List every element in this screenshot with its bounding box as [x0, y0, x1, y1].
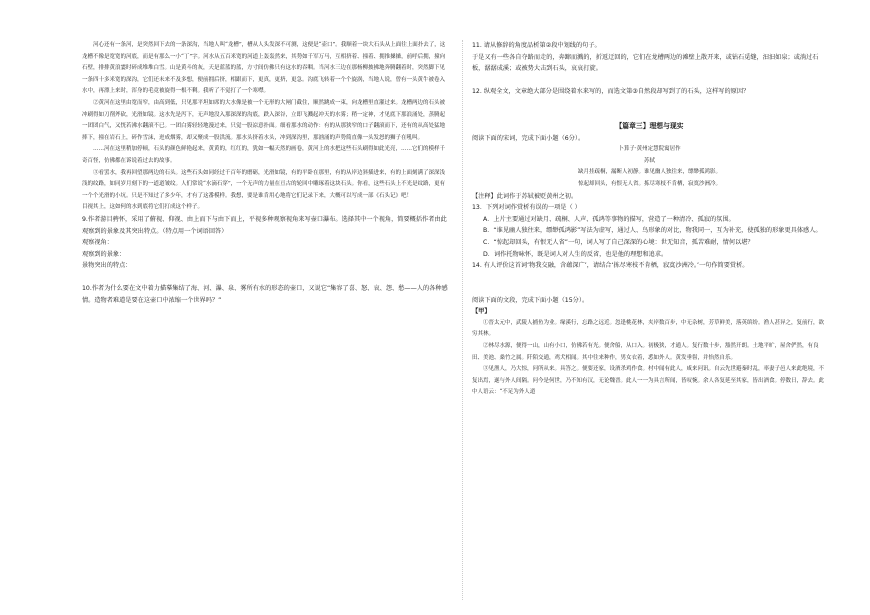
q13-option-c[interactable]: C．“惊起却回头，有恨无人省”一句，词人写了自己深深的心境：世无知音，孤苦难耐，情何以堪？	[483, 238, 754, 246]
question-11: 11. 请从修辞的角度品析第②段中划线的句子。	[472, 42, 601, 49]
q13-option-b[interactable]: B．“谁见幽人独往来，缥缈孤鸿影”写法为虚写，通过人、鸟形象的对比，物我同一，互为补充，使孤独的形象更具体感人。	[483, 227, 822, 235]
prose-label: 【甲】	[472, 308, 491, 316]
poem-author: 苏轼	[643, 157, 655, 164]
q13-option-d[interactable]: D．词作托物咏怀，既是词人对人生的反省，也是他的理想和追求。	[483, 250, 668, 258]
poem-note: 【注释】此词作于苏轼被贬黄州之初。	[472, 192, 578, 200]
q9-answer-line-2[interactable]: 观察到的景象：	[82, 250, 126, 258]
q11-quoted-sentence: 于是又有一些各自夺路而走的，奔蹿而溅的，折返迂回的，它们在龙槽两边的滩壁上散开来，或钻石觅缝，汩汩如泉；或淌过石板，潺潺成溪；或被势大击到石头，哀哀打旋。	[472, 53, 819, 73]
q9-answer-line-1[interactable]: 观察视角：	[82, 239, 113, 247]
passage-paragraph-4: ③看罢水，我再回望那两边的石头。这些石头如同经过千百年的磨砺，光滑如镜，有的平卧在那里，有的从岸边斜插进来，有的上面刻满了深深浅浅的纹路，如同岁月刻下的一道道皱纹。人们常说“水滴石穿”，一个无声的力量在亘古的轮回中雕琢着这块石头。你看，这些石头上不光是纹路，更有一个个光滑的小坑。只是不知过了多少年，才有了这番模样。我想，要是谁肯用心地将它们记录下来，大概可以写成一部《石头记》吧！	[82, 169, 446, 199]
left-column	[82, 40, 448, 307]
prose-paragraph-1: ①晋太元中，武陵人捕鱼为业。缘溪行，忘路之远近。忽逢桃花林，夹岸数百步，中无杂树，芳草鲜美，落英缤纷。渔人甚异之，复前行，欲穷其林。	[472, 319, 825, 338]
prose-paragraph-3: ③见渔人，乃大惊，问所从来。具答之。便要还家，设酒杀鸡作食。村中闻有此人，咸来问讯。自云先世避秦时乱，率妻子邑人来此绝境，不复出焉，遂与外人间隔。问今是何世，乃不知有汉，无论魏晋。此人一一为具言所闻，皆叹惋。余人各复延至其家，皆出酒食。停数日，辞去。此中人语云：“不足为外人道	[472, 366, 825, 396]
question-13: 13．下列对词作赏析有误的一项是（ ）	[472, 204, 581, 212]
passage-paragraph-1: 河心还有一条河，是突然回下去的一条深沟，当地人叫“龙槽”，槽从人头发深不可测，这便是“壶口”。我顺着一块大石头从上面往上面扑去了，这龙槽不像是宽宽的河底，而是有那么一小“丁”字。河水从五百米宽的河道上轰轰然来，其势如千军万马，互相挤着、撞着、拥推搡搡，前呼后拥，撞向石壁，排排黄浪霎时碎成堆堆白雪。山是黄斗的灰，天是蓝蓝的蓝，方寸间仿佛只有这水的吞咽。当河水三边在那杨柳披拂地奔腾翻着时，突然脚下见一条四十多米宽的深沟，它们还未来不及多想，便前拥后挤，相跟而下，更真，更挤，更急。沟底飞转着一个个旋涡，当地人说，曾有一头黄牛被卷入水中，再漂上来时，浑身的毛竟被旋得一根不剩。我听了不觉打了一个寒噤。	[82, 42, 446, 95]
column-divider	[462, 40, 463, 600]
passage-paragraph-5: 目视其上，这如何的水到底将它们打成这个样子。	[82, 204, 204, 211]
question-12: 12. 纵观全文，文章绝大部分是围绕着水来写的，而选文第③自然段却写到了的石头，这样写的原因？	[472, 88, 750, 96]
section-title: 【篇章三】理想与现实	[615, 121, 684, 130]
passage-paragraph-2: ②黄河在这里由宽而窄，由高到低，只见那平坦如席的大水像是被一个无形的大闸门截住，顺然跳成一束，向龙槽里直灌过来。龙槽两边的石头被冲刷得如刀削斧砍，光滑如镜。这水先是泻下，无声地没入那深深的沟底，跌入深谷，立即飞溅起冲天的水雾；稍一定神，才见底下那浪涌处，蒸腾起一团团白气，又恍若沸水翻滚不已。一团白雾轻轻地漫过来，只觉一股凉意扑面。细看那水的动作：有的从那狭窄的口子翻滚而下，还有的从高处猛地摔下，撞在岩石上，碎作雪沫，迸成烟雾，却又聚成一股洪流。那水头挤着水头，冲到深沟里，那汹涌的声势简直像一头发怒的狮子在吼叫。	[82, 99, 446, 141]
poem-line-2: 惊起却回头，有恨无人省。拣尽寒枝不肯栖，寂寞沙洲冷。	[577, 180, 721, 187]
right-column	[472, 40, 827, 399]
question-9: 9.作者游目骋怀，采用了俯视、仰视、由上而下与由下而上，平视多种观察视角来写壶口瀑布。选择其中一个视角，简要概括作者由此观察到的景象及其突出特点。（特点用一个词语回答）	[82, 215, 447, 235]
prose-paragraph-2: ②林尽水源，便得一山，山有小口，仿佛若有光。便舍船，从口入。初极狭，才通人。复行数十步，豁然开朗。土地平旷，屋舍俨然，有良田、美池、桑竹之属。阡陌交通，鸡犬相闻。其中往来种作，男女衣着，悉如外人。黄发垂髫，并怡然自乐。	[472, 343, 819, 361]
passage	[82, 40, 448, 214]
passage-paragraph-3: ……河在这里稍加停顿，石头的颜色鲜艳起来，黄黄的，红红的，犹如一幅天然的画卷，黄河上的水把这些石头刷得如此光亮，……它们的模样千奇百怪，仿佛都在诉说着过去的故事。	[82, 146, 446, 164]
q9-answer-line-3[interactable]: 景物突出的特点：	[82, 262, 132, 270]
question-14: 14. 有人评价这首词‘物我交融，含蕴深广’，请结合‘拣尽寒枝不肯栖，寂寞沙洲冷。’一句作简要赏析。	[472, 262, 749, 270]
question-10: 10.作者为什么要在文中着力描摹集结了海、河、瀑、泉、雾所有水的形态的壶口，又说它“集容了喜、怒、哀、怨、愁——人的各种感情。造物者难道是要在这壶口中浓缩一个世界吗？”	[82, 285, 448, 305]
poem-instruction: 阅读下面的宋词，完成下面小题（6分）。	[472, 134, 585, 142]
q13-option-a[interactable]: A．上片主要通过对缺月、疏桐、人声、孤鸿等事物的描写，营造了一种清冷、孤寂的氛围。	[483, 215, 735, 223]
poem-title: 卜算子·黄州定慧院寓居作	[618, 146, 681, 153]
poem-line-1: 缺月挂疏桐，漏断人初静。谁见幽人独往来，缥缈孤鸿影。	[577, 169, 721, 176]
prose-instruction: 阅读下面的文段，完成下面小题（15分）。	[472, 296, 589, 304]
